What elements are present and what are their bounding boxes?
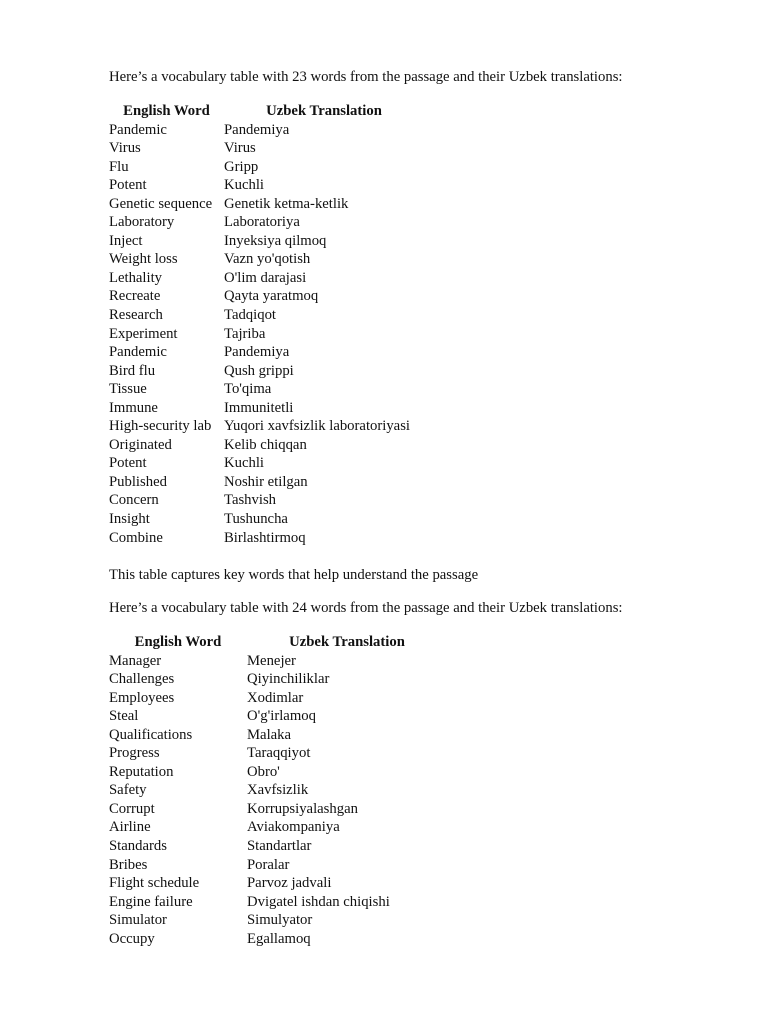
english-word-cell: Safety xyxy=(109,782,147,799)
table-row xyxy=(109,529,424,548)
table-row xyxy=(109,306,424,325)
summary-paragraph: This table captures key words that help understand the passage xyxy=(109,567,479,583)
table-row xyxy=(109,176,424,195)
table-row xyxy=(109,287,424,306)
table-row xyxy=(109,781,447,800)
table-row xyxy=(109,744,447,763)
uzbek-translation-cell: Birlashtirmoq xyxy=(224,529,306,546)
table-row xyxy=(109,139,424,158)
table-row xyxy=(109,250,424,269)
uzbek-translation-cell: Noshir etilgan xyxy=(224,473,308,490)
english-word-cell: Published xyxy=(109,473,167,490)
uzbek-translation-cell: Inyeksiya qilmoq xyxy=(224,232,327,249)
table-header-row xyxy=(109,633,447,652)
english-word-cell: Pandemic xyxy=(109,344,167,361)
english-word-cell: Corrupt xyxy=(109,800,155,817)
english-word-cell: Originated xyxy=(109,436,172,453)
header-uzbek-translation: Uzbek Translation xyxy=(266,103,382,119)
table-row xyxy=(109,343,424,362)
english-word-cell: Simulator xyxy=(109,912,167,929)
uzbek-translation-cell: Laboratoriya xyxy=(224,214,300,231)
table-row xyxy=(109,893,447,912)
uzbek-translation-cell: To'qima xyxy=(224,381,272,398)
uzbek-translation-cell: Tushuncha xyxy=(224,511,288,528)
table-row xyxy=(109,652,447,671)
uzbek-translation-cell: Gripp xyxy=(224,158,259,175)
table-row xyxy=(109,726,447,745)
uzbek-translation-cell: Virus xyxy=(224,140,256,157)
uzbek-translation-cell: Taraqqiyot xyxy=(247,745,311,762)
table-row xyxy=(109,763,447,782)
english-word-cell: Genetic sequence xyxy=(109,195,213,212)
table-row xyxy=(109,689,447,708)
table-row xyxy=(109,436,424,455)
table-row xyxy=(109,837,447,856)
table-row xyxy=(109,417,424,436)
table-row xyxy=(109,510,424,529)
english-word-cell: Research xyxy=(109,307,163,324)
uzbek-translation-cell: Immunitetli xyxy=(224,399,294,416)
table-row xyxy=(109,874,447,893)
english-word-cell: Combine xyxy=(109,529,163,546)
uzbek-translation-cell: Tadqiqot xyxy=(224,307,277,324)
english-word-cell: Progress xyxy=(109,745,160,762)
header-uzbek-translation: Uzbek Translation xyxy=(289,634,405,650)
table-row xyxy=(109,195,424,214)
table-row xyxy=(109,232,424,251)
table-row xyxy=(109,213,424,232)
uzbek-translation-cell: Menejer xyxy=(247,652,296,669)
english-word-cell: Immune xyxy=(109,399,158,416)
uzbek-translation-cell: O'g'irlamoq xyxy=(247,708,316,725)
table-row xyxy=(109,818,447,837)
english-word-cell: Pandemic xyxy=(109,121,167,138)
table-row xyxy=(109,707,447,726)
uzbek-translation-cell: Dvigatel ishdan chiqishi xyxy=(247,893,390,910)
english-word-cell: Potent xyxy=(109,455,147,472)
english-word-cell: Tissue xyxy=(109,381,147,398)
uzbek-translation-cell: Kuchli xyxy=(224,177,264,194)
uzbek-translation-cell: Qayta yaratmoq xyxy=(224,288,319,305)
uzbek-translation-cell: Egallamoq xyxy=(247,930,311,947)
english-word-cell: Recreate xyxy=(109,288,161,305)
uzbek-translation-cell: Qush grippi xyxy=(224,362,294,379)
table-row xyxy=(109,473,424,492)
table-row xyxy=(109,158,424,177)
uzbek-translation-cell: Xavfsizlik xyxy=(247,782,309,799)
uzbek-translation-cell: Kelib chiqqan xyxy=(224,436,307,453)
english-word-cell: Qualifications xyxy=(109,726,193,743)
uzbek-translation-cell: Xodimlar xyxy=(247,689,304,706)
english-word-cell: Flight schedule xyxy=(109,875,200,892)
uzbek-translation-cell: Qiyinchiliklar xyxy=(247,671,330,688)
table-row xyxy=(109,911,447,930)
uzbek-translation-cell: Pandemiya xyxy=(224,121,290,138)
uzbek-translation-cell: Tashvish xyxy=(224,492,277,509)
table-row xyxy=(109,856,447,875)
english-word-cell: Engine failure xyxy=(109,893,193,910)
english-word-cell: Steal xyxy=(109,708,139,725)
english-word-cell: Lethality xyxy=(109,269,163,286)
table-row xyxy=(109,362,424,381)
english-word-cell: Airline xyxy=(109,819,151,836)
english-word-cell: Reputation xyxy=(109,763,174,780)
vocabulary-table-1 xyxy=(109,102,424,547)
english-word-cell: Standards xyxy=(109,838,167,855)
table-row xyxy=(109,454,424,473)
english-word-cell: Bribes xyxy=(109,856,148,873)
table-row xyxy=(109,269,424,288)
english-word-cell: Experiment xyxy=(109,325,178,342)
uzbek-translation-cell: Standartlar xyxy=(247,838,312,855)
header-english-word: English Word xyxy=(134,634,222,650)
table-row xyxy=(109,491,424,510)
table-row xyxy=(109,930,447,949)
english-word-cell: Bird flu xyxy=(109,362,156,379)
english-word-cell: Flu xyxy=(109,158,129,175)
table-row xyxy=(109,399,424,418)
uzbek-translation-cell: Vazn yo'qotish xyxy=(224,251,311,268)
english-word-cell: Insight xyxy=(109,511,150,528)
header-english-word: English Word xyxy=(123,103,210,119)
english-word-cell: Manager xyxy=(109,652,162,669)
table-row xyxy=(109,325,424,344)
intro-paragraph-2: Here’s a vocabulary table with 24 words from the passage and their Uzbek translations: xyxy=(109,600,623,616)
english-word-cell: Concern xyxy=(109,492,159,509)
english-word-cell: Potent xyxy=(109,177,147,194)
english-word-cell: Virus xyxy=(109,140,141,157)
table-row xyxy=(109,800,447,819)
uzbek-translation-cell: Malaka xyxy=(247,726,292,743)
english-word-cell: Employees xyxy=(109,689,175,706)
table-row xyxy=(109,380,424,399)
table-row xyxy=(109,121,424,140)
english-word-cell: Occupy xyxy=(109,930,155,947)
table-row xyxy=(109,670,447,689)
english-word-cell: Challenges xyxy=(109,671,175,688)
uzbek-translation-cell: Obro' xyxy=(247,763,280,780)
uzbek-translation-cell: Tajriba xyxy=(224,325,266,342)
uzbek-translation-cell: Genetik ketma-ketlik xyxy=(224,195,349,212)
vocabulary-table-2 xyxy=(109,633,447,948)
english-word-cell: Inject xyxy=(109,232,143,249)
uzbek-translation-cell: Pandemiya xyxy=(224,344,290,361)
uzbek-translation-cell: Kuchli xyxy=(224,455,264,472)
intro-paragraph-1: Here’s a vocabulary table with 23 words from the passage and their Uzbek translations: xyxy=(109,69,623,85)
table-body xyxy=(109,652,447,949)
uzbek-translation-cell: Yuqori xavfsizlik laboratoriyasi xyxy=(224,418,410,435)
uzbek-translation-cell: Korrupsiyalashgan xyxy=(247,800,358,817)
uzbek-translation-cell: Parvoz jadvali xyxy=(247,875,332,892)
english-word-cell: Weight loss xyxy=(109,251,178,268)
uzbek-translation-cell: Simulyator xyxy=(247,912,313,929)
table-header-row xyxy=(109,102,424,121)
english-word-cell: High-security lab xyxy=(109,418,212,435)
uzbek-translation-cell: Poralar xyxy=(247,856,290,873)
table-body xyxy=(109,121,424,548)
uzbek-translation-cell: Aviakompaniya xyxy=(247,819,340,836)
uzbek-translation-cell: O'lim darajasi xyxy=(224,269,307,286)
english-word-cell: Laboratory xyxy=(109,214,175,231)
